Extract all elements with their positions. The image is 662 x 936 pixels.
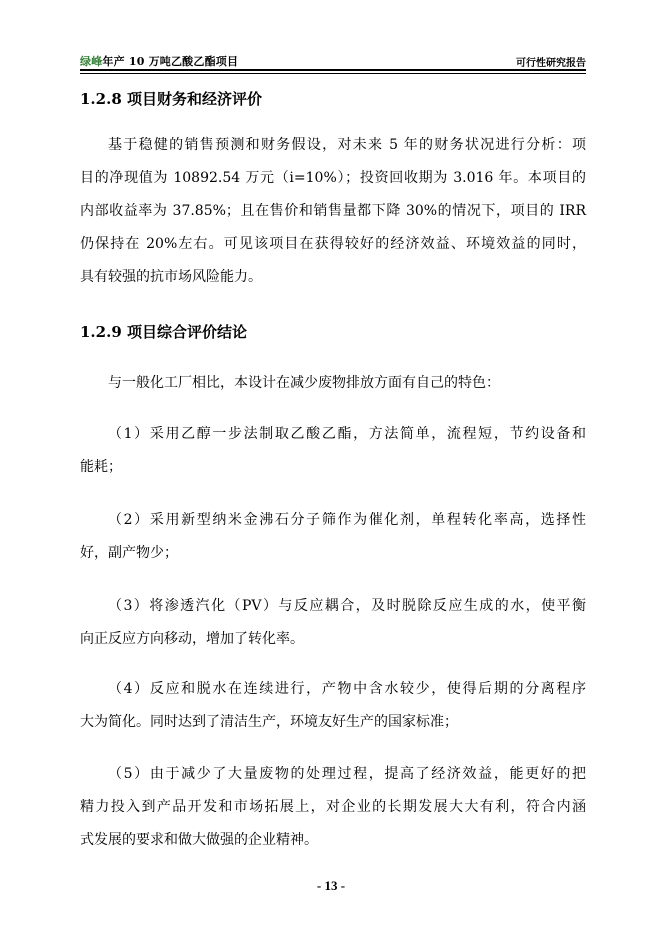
- section-heading-finance: 1.2.8 项目财务和经济评价: [80, 90, 262, 108]
- paragraph-line: 目的净现值为 10892.54 万元（i=10%）；投资回收期为 3.016 年。本项目的: [80, 170, 586, 186]
- header-brand: 绿峰: [80, 55, 103, 68]
- paragraph-line: 内部收益率为 37.85%；且在售价和销售量都下降 30%的情况下，项目的 IRR: [80, 203, 586, 219]
- paragraph-line: 精力投入到产品开发和市场拓展上，对企业的长期发展大大有利，符合内涵: [80, 799, 586, 815]
- paragraph-line: 能耗；: [80, 459, 122, 475]
- paragraph-line: 式发展的要求和做大做强的企业精神。: [80, 832, 318, 848]
- header-project-title: [80, 53, 238, 69]
- page-number: - 13 -: [316, 878, 346, 893]
- section-heading-conclusion: 1.2.9 项目综合评价结论: [80, 323, 247, 341]
- paragraph-line: （2）采用新型纳米金沸石分子筛作为催化剂，单程转化率高，选择性: [108, 512, 586, 528]
- paragraph-line: 基于稳健的销售预测和财务假设，对未来 5 年的财务状况进行分析：项: [108, 137, 586, 153]
- finance-paragraph: [80, 129, 586, 294]
- header-report-title: 可行性研究报告: [516, 58, 586, 69]
- paragraph-line: 大为简化。同时达到了清洁生产，环境友好生产的国家标准；: [80, 714, 458, 730]
- paragraph-line: （1）采用乙醇一步法制取乙酸乙酯，方法简单，流程短，节约设备和: [108, 426, 586, 442]
- paragraph-line: 与一般化工厂相比，本设计在减少废物排放方面有自己的特色：: [108, 375, 500, 391]
- conclusion-item-2: [80, 504, 586, 570]
- paragraph-line: 仍保持在 20%左右。可见该项目在获得较好的经济效益、环境效益的同时，: [80, 236, 586, 252]
- paragraph-line: 具有较强的抗市场风险能力。: [80, 269, 262, 285]
- header-project: 年产 10 万吨乙酸乙酯项目: [102, 55, 239, 68]
- paragraph-line: 向正反应方向移动，增加了转化率。: [80, 631, 304, 647]
- conclusion-intro: [80, 367, 586, 400]
- conclusion-item-1: [80, 418, 586, 484]
- header-rule-thin: [80, 73, 586, 74]
- conclusion-item-3: [80, 590, 586, 656]
- paragraph-line: （4）反应和脱水在连续进行，产物中含水较少，使得后期的分离程序: [108, 681, 586, 697]
- paragraph-line: （5）由于减少了大量废物的处理过程，提高了经济效益，能更好的把: [108, 766, 586, 782]
- page-header: [80, 52, 586, 70]
- paragraph-line: （3）将渗透汽化（PV）与反应耦合，及时脱除反应生成的水，使平衡: [108, 598, 586, 614]
- conclusion-item-4: [80, 673, 586, 739]
- header-rule: [80, 69, 586, 71]
- conclusion-item-5: [80, 758, 586, 857]
- paragraph-line: 好，副产物少；: [80, 545, 178, 561]
